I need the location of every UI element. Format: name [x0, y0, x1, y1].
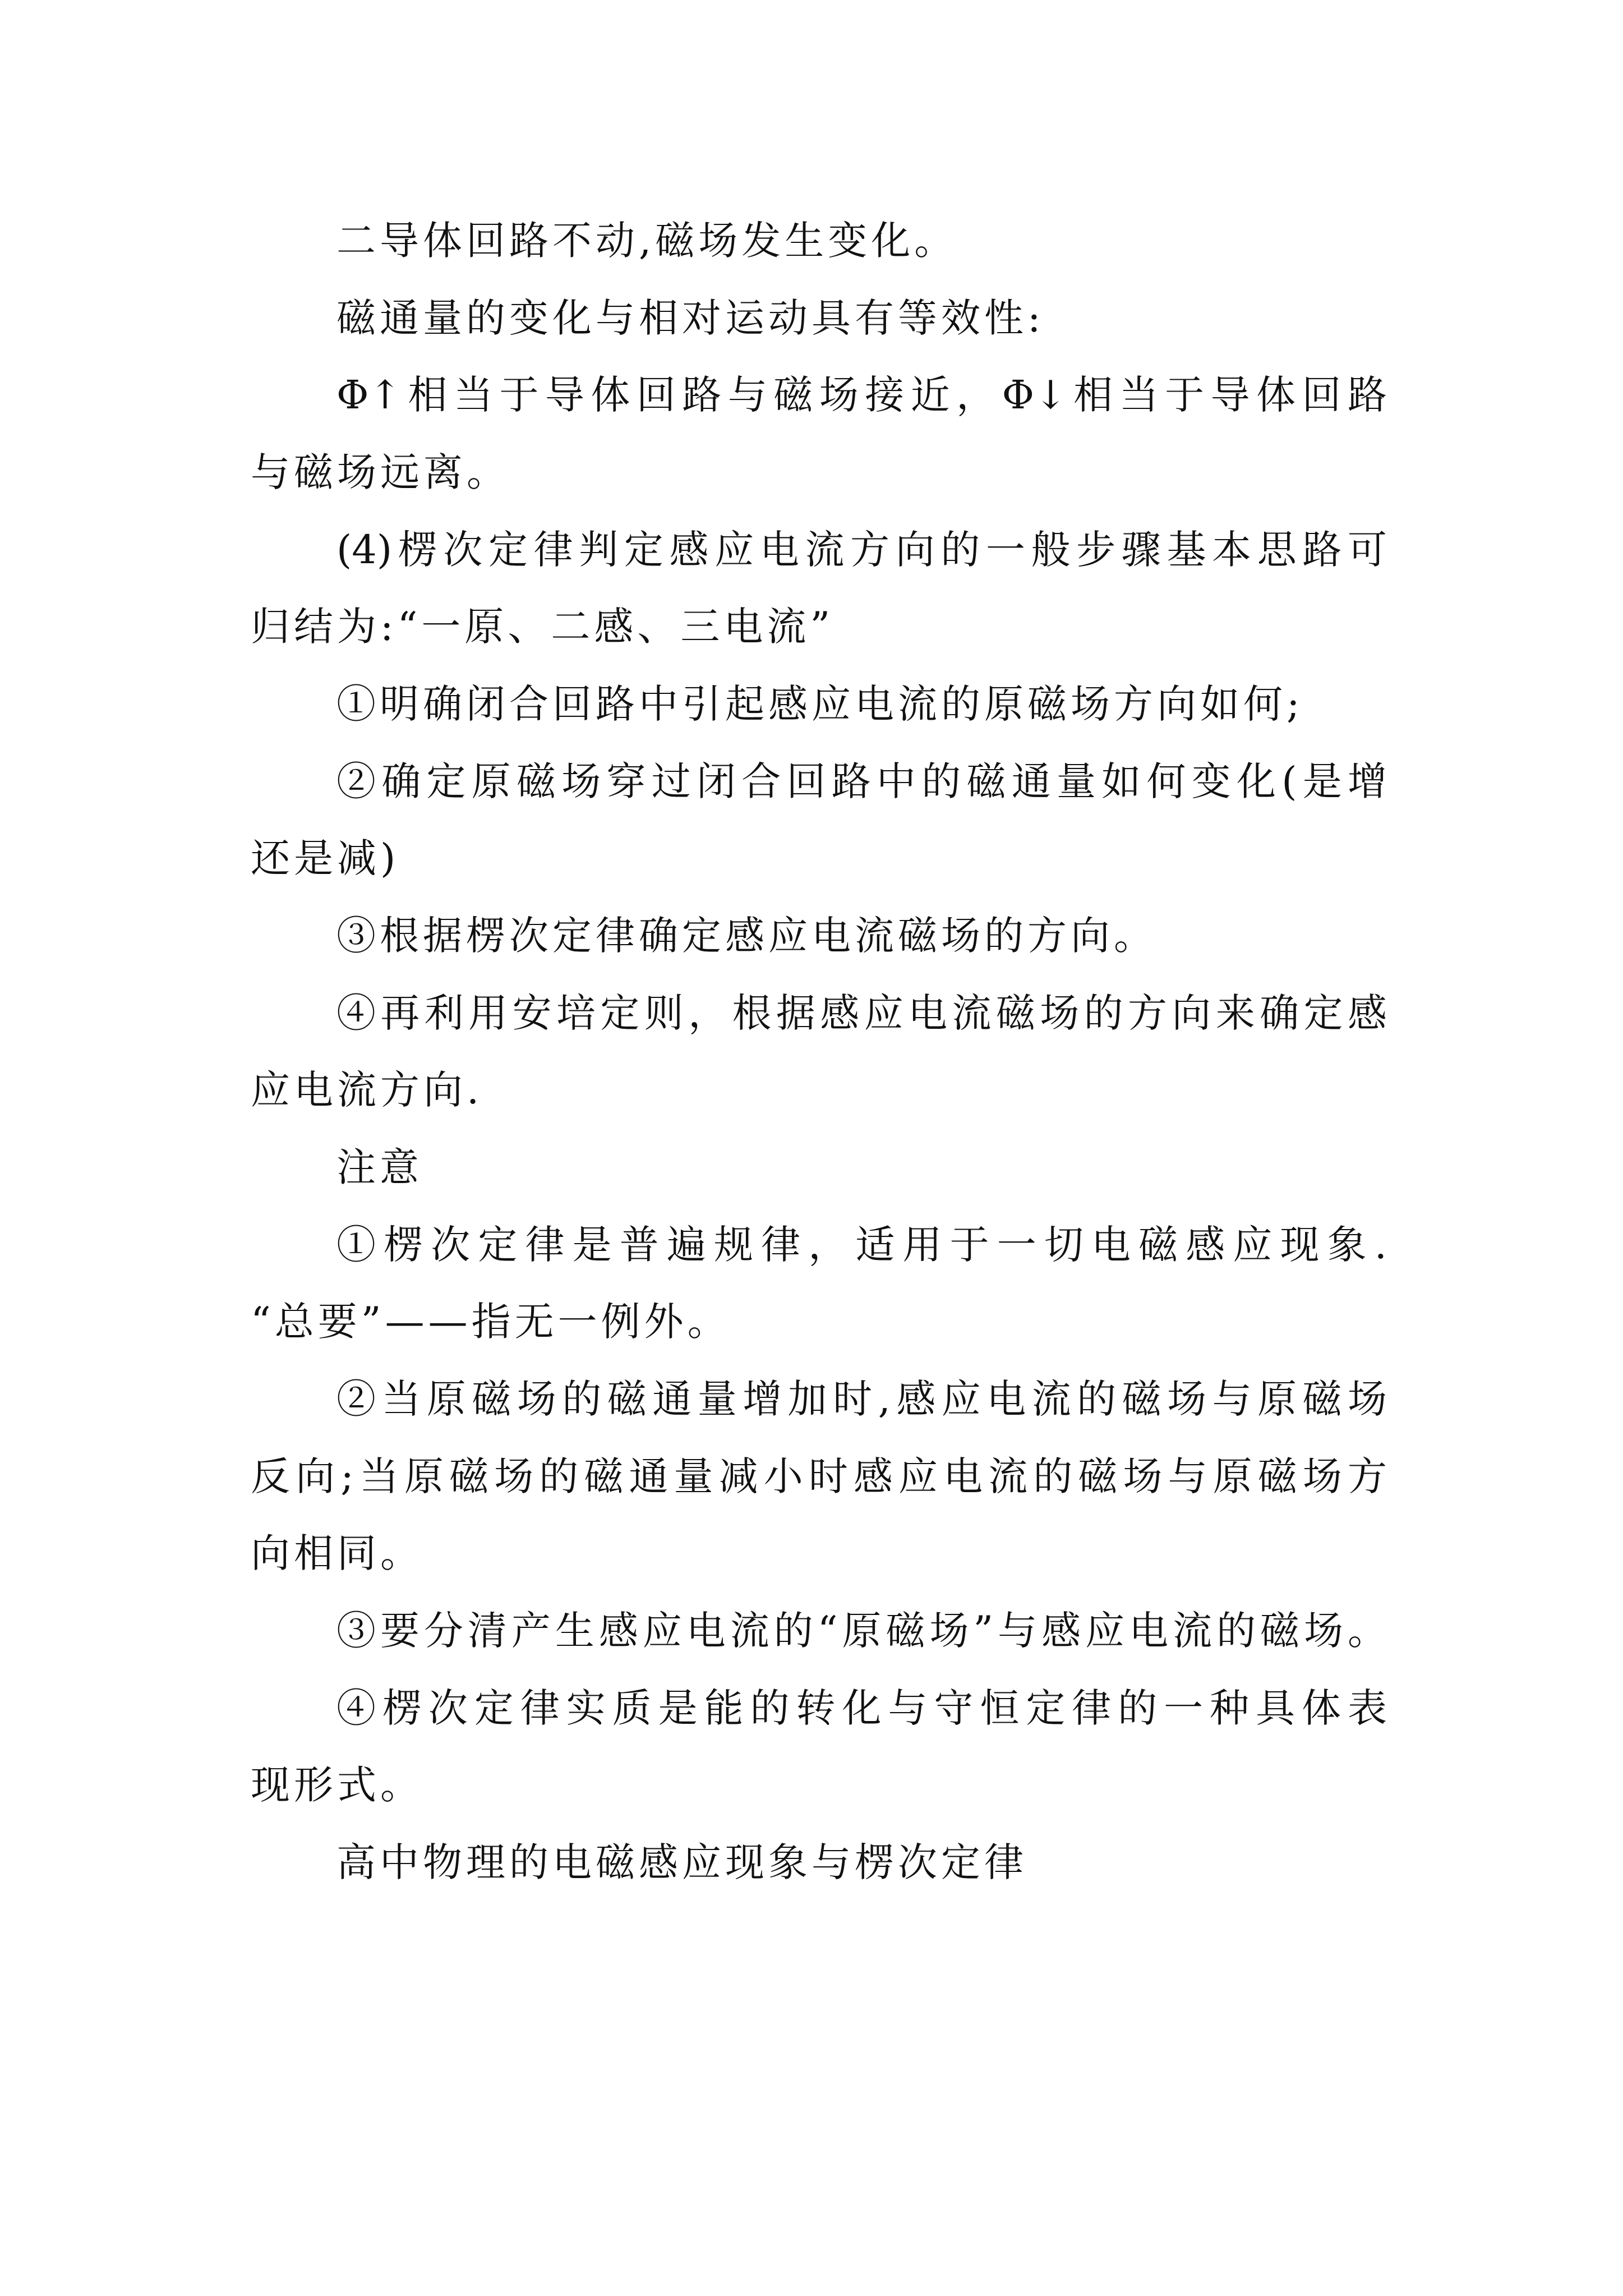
text-line: 归结为:“一原、二感、三电流”	[251, 604, 834, 650]
text-line: ①明确闭合回路中引起感应电流的原磁场方向如何;	[336, 681, 1304, 727]
text-line: (4)楞次定律判定感应电流方向的一般步骤基本思路可	[336, 527, 1387, 573]
text-line: ①楞次定律是普遍规律，适用于一切电磁感应现象.	[336, 1222, 1387, 1268]
text-line: ②确定原磁场穿过闭合回路中的磁通量如何变化(是增	[336, 758, 1387, 804]
text-line: 向相同。	[251, 1530, 423, 1576]
text-line: “总要”——指无一例外。	[251, 1299, 731, 1345]
text-line: 现形式。	[251, 1762, 423, 1808]
text-line: 反向;当原磁场的磁通量减小时感应电流的磁场与原磁场方	[251, 1453, 1387, 1499]
text-line: ③要分清产生感应电流的“原磁场”与感应电流的磁场。	[336, 1608, 1387, 1654]
text-line: 二导体回路不动,磁场发生变化。	[336, 218, 958, 264]
text-line: ②当原磁场的磁通量增加时,感应电流的磁场与原磁场	[336, 1376, 1387, 1422]
text-line: ④再利用安培定则，根据感应电流磁场的方向来确定感	[336, 990, 1387, 1036]
text-line: ④楞次定律实质是能的转化与守恒定律的一种具体表	[336, 1685, 1387, 1731]
text-line: Φ↑相当于导体回路与磁场接近，Φ↓相当于导体回路	[336, 372, 1387, 418]
text-line: 还是减)	[251, 835, 400, 881]
text-line: ③根据楞次定律确定感应电流磁场的方向。	[336, 913, 1157, 959]
document-title-line: 高中物理的电磁感应现象与楞次定律	[336, 1839, 1027, 1885]
text-line: 与磁场远离。	[251, 449, 510, 495]
section-label-note: 注意	[336, 1144, 423, 1190]
text-line: 磁通量的变化与相对运动具有等效性:	[336, 295, 1045, 341]
text-line: 应电流方向.	[251, 1067, 483, 1113]
